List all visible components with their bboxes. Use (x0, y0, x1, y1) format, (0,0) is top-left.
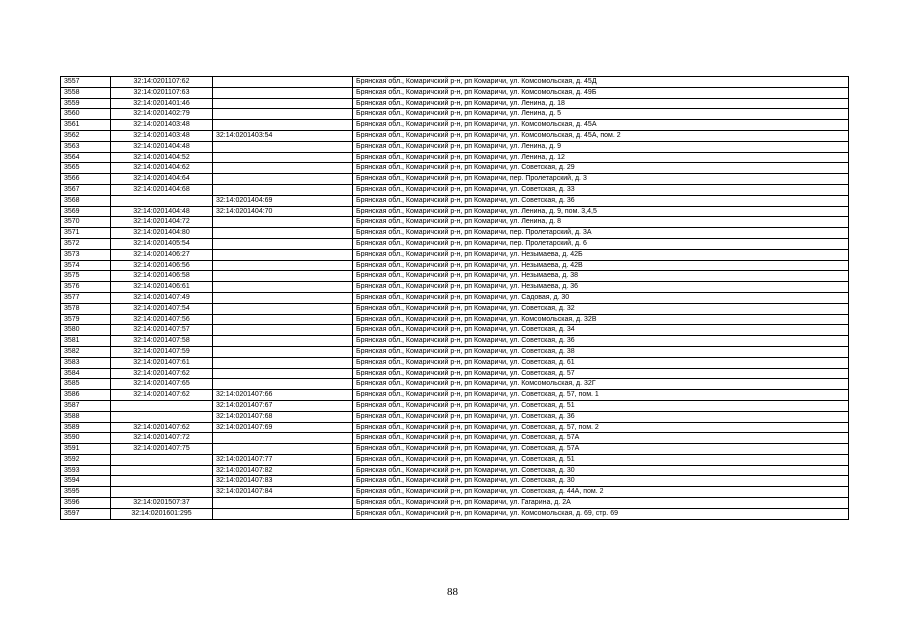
related-cadastral-number-cell (213, 433, 353, 444)
table-row (61, 109, 849, 120)
cadastral-number-cell: 32:14:0201406:27 (111, 249, 213, 260)
related-cadastral-number-cell (213, 174, 353, 185)
address-cell: Брянская обл., Комаричский р-н, рп Комаричи, ул. Советская, д. 36 (353, 336, 849, 347)
table-row (61, 433, 849, 444)
table-row (61, 152, 849, 163)
related-cadastral-number-cell (213, 152, 353, 163)
row-number-cell: 3571 (61, 228, 111, 239)
table-row (61, 249, 849, 260)
related-cadastral-number-cell (213, 87, 353, 98)
row-number-cell: 3594 (61, 476, 111, 487)
table-row (61, 238, 849, 249)
address-cell: Брянская обл., Комаричский р-н, рп Комаричи, ул. Советская, д. 29 (353, 163, 849, 174)
row-number-cell: 3579 (61, 314, 111, 325)
cadastral-number-cell: 32:14:0201404:52 (111, 152, 213, 163)
table-row (61, 260, 849, 271)
table-body (61, 77, 849, 520)
table-row (61, 476, 849, 487)
address-cell: Брянская обл., Комаричский р-н, рп Комаричи, ул. Советская, д. 30 (353, 476, 849, 487)
cadastral-number-cell: 32:14:0201107:63 (111, 87, 213, 98)
related-cadastral-number-cell (213, 314, 353, 325)
table-row (61, 411, 849, 422)
row-number-cell: 3573 (61, 249, 111, 260)
related-cadastral-number-cell: 32:14:0201407:67 (213, 400, 353, 411)
related-cadastral-number-cell (213, 77, 353, 88)
cadastral-number-cell: 32:14:0201401:46 (111, 98, 213, 109)
address-cell: Брянская обл., Комаричский р-н, рп Комаричи, ул. Советская, д. 61 (353, 357, 849, 368)
address-cell: Брянская обл., Комаричский р-н, рп Комаричи, ул. Гагарина, д. 2А (353, 498, 849, 509)
cadastral-number-cell: 32:14:0201407:54 (111, 303, 213, 314)
address-cell: Брянская обл., Комаричский р-н, рп Комаричи, ул. Комсомольская, д. 49Б (353, 87, 849, 98)
related-cadastral-number-cell (213, 508, 353, 519)
table-row (61, 498, 849, 509)
address-cell: Брянская обл., Комаричский р-н, рп Комаричи, ул. Незымаева, д. 38 (353, 271, 849, 282)
address-cell: Брянская обл., Комаричский р-н, рп Комаричи, ул. Советская, д. 30 (353, 465, 849, 476)
related-cadastral-number-cell (213, 303, 353, 314)
row-number-cell: 3572 (61, 238, 111, 249)
related-cadastral-number-cell (213, 109, 353, 120)
cadastral-number-cell: 32:14:0201404:62 (111, 163, 213, 174)
address-cell: Брянская обл., Комаричский р-н, рп Комаричи, пер. Пролетарский, д. 6 (353, 238, 849, 249)
address-cell: Брянская обл., Комаричский р-н, рп Комаричи, ул. Незымаева, д. 42Б (353, 249, 849, 260)
cadastral-number-cell: 32:14:0201407:56 (111, 314, 213, 325)
related-cadastral-number-cell (213, 238, 353, 249)
related-cadastral-number-cell: 32:14:0201407:82 (213, 465, 353, 476)
address-cell: Брянская обл., Комаричский р-н, рп Комаричи, ул. Комсомольская, д. 45Д (353, 77, 849, 88)
related-cadastral-number-cell (213, 271, 353, 282)
related-cadastral-number-cell (213, 444, 353, 455)
address-cell: Брянская обл., Комаричский р-н, рп Комаричи, ул. Советская, д. 57, пом. 2 (353, 422, 849, 433)
address-cell: Брянская обл., Комаричский р-н, рп Комаричи, ул. Незымаева, д. 36 (353, 282, 849, 293)
row-number-cell: 3567 (61, 184, 111, 195)
address-cell: Брянская обл., Комаричский р-н, рп Комаричи, ул. Комсомольская, д. 45А (353, 120, 849, 131)
row-number-cell: 3559 (61, 98, 111, 109)
table-row (61, 271, 849, 282)
row-number-cell: 3566 (61, 174, 111, 185)
related-cadastral-number-cell (213, 141, 353, 152)
related-cadastral-number-cell (213, 120, 353, 131)
table-row (61, 195, 849, 206)
related-cadastral-number-cell (213, 346, 353, 357)
row-number-cell: 3576 (61, 282, 111, 293)
address-cell: Брянская обл., Комаричский р-н, рп Комаричи, ул. Ленина, д. 8 (353, 217, 849, 228)
row-number-cell: 3595 (61, 487, 111, 498)
table-row (61, 130, 849, 141)
table-row (61, 98, 849, 109)
related-cadastral-number-cell (213, 498, 353, 509)
row-number-cell: 3561 (61, 120, 111, 131)
table-row (61, 228, 849, 239)
cadastral-number-cell: 32:14:0201406:56 (111, 260, 213, 271)
related-cadastral-number-cell: 32:14:0201404:70 (213, 206, 353, 217)
table-row (61, 379, 849, 390)
cadastral-number-cell: 32:14:0201403:48 (111, 130, 213, 141)
row-number-cell: 3597 (61, 508, 111, 519)
cadastral-number-cell: 32:14:0201407:49 (111, 292, 213, 303)
address-cell: Брянская обл., Комаричский р-н, рп Комаричи, ул. Советская, д. 34 (353, 325, 849, 336)
row-number-cell: 3562 (61, 130, 111, 141)
table-row (61, 508, 849, 519)
address-cell: Брянская обл., Комаричский р-н, рп Комаричи, ул. Советская, д. 57 (353, 368, 849, 379)
cadastral-number-cell: 32:14:0201407:59 (111, 346, 213, 357)
cadastral-number-cell: 32:14:0201507:37 (111, 498, 213, 509)
table-row (61, 87, 849, 98)
cadastral-number-cell: 32:14:0201107:62 (111, 77, 213, 88)
address-cell: Брянская обл., Комаричский р-н, рп Комаричи, пер. Пролетарский, д. 3 (353, 174, 849, 185)
row-number-cell: 3584 (61, 368, 111, 379)
cadastral-number-cell (111, 195, 213, 206)
row-number-cell: 3583 (61, 357, 111, 368)
row-number-cell: 3593 (61, 465, 111, 476)
related-cadastral-number-cell (213, 163, 353, 174)
table-row (61, 184, 849, 195)
table-row (61, 400, 849, 411)
table-row (61, 422, 849, 433)
table-row (61, 282, 849, 293)
cadastral-number-cell: 32:14:0201403:48 (111, 120, 213, 131)
cadastral-number-cell: 32:14:0201405:54 (111, 238, 213, 249)
address-cell: Брянская обл., Комаричский р-н, рп Комаричи, ул. Советская, д. 33 (353, 184, 849, 195)
cadastral-number-cell: 32:14:0201407:72 (111, 433, 213, 444)
row-number-cell: 3578 (61, 303, 111, 314)
row-number-cell: 3580 (61, 325, 111, 336)
row-number-cell: 3591 (61, 444, 111, 455)
page-number: 88 (447, 586, 458, 598)
cadastral-registry-table (60, 76, 849, 520)
related-cadastral-number-cell (213, 336, 353, 347)
table-row (61, 444, 849, 455)
related-cadastral-number-cell (213, 282, 353, 293)
cadastral-number-cell: 32:14:0201402:79 (111, 109, 213, 120)
cadastral-number-cell (111, 487, 213, 498)
cadastral-number-cell (111, 465, 213, 476)
table-row (61, 77, 849, 88)
address-cell: Брянская обл., Комаричский р-н, рп Комаричи, ул. Комсомольская, д. 32Г (353, 379, 849, 390)
related-cadastral-number-cell (213, 368, 353, 379)
address-cell: Брянская обл., Комаричский р-н, рп Комаричи, ул. Советская, д. 57, пом. 1 (353, 390, 849, 401)
table-row (61, 163, 849, 174)
row-number-cell: 3588 (61, 411, 111, 422)
related-cadastral-number-cell (213, 217, 353, 228)
row-number-cell: 3589 (61, 422, 111, 433)
table-row (61, 314, 849, 325)
address-cell: Брянская обл., Комаричский р-н, рп Комаричи, пер. Пролетарский, д. 3А (353, 228, 849, 239)
related-cadastral-number-cell: 32:14:0201407:69 (213, 422, 353, 433)
related-cadastral-number-cell (213, 325, 353, 336)
related-cadastral-number-cell: 32:14:0201407:68 (213, 411, 353, 422)
cadastral-number-cell: 32:14:0201404:72 (111, 217, 213, 228)
table-row (61, 454, 849, 465)
address-cell: Брянская обл., Комаричский р-н, рп Комаричи, ул. Советская, д. 44А, пом. 2 (353, 487, 849, 498)
table-row (61, 174, 849, 185)
cadastral-number-cell (111, 400, 213, 411)
row-number-cell: 3596 (61, 498, 111, 509)
related-cadastral-number-cell: 32:14:0201407:66 (213, 390, 353, 401)
row-number-cell: 3581 (61, 336, 111, 347)
cadastral-number-cell: 32:14:0201404:48 (111, 206, 213, 217)
table-row (61, 336, 849, 347)
table-row (61, 325, 849, 336)
related-cadastral-number-cell (213, 260, 353, 271)
address-cell: Брянская обл., Комаричский р-н, рп Комаричи, ул. Ленина, д. 5 (353, 109, 849, 120)
cadastral-number-cell: 32:14:0201404:80 (111, 228, 213, 239)
address-cell: Брянская обл., Комаричский р-н, рп Комаричи, ул. Комсомольская, д. 69, стр. 69 (353, 508, 849, 519)
cadastral-number-cell: 32:14:0201407:58 (111, 336, 213, 347)
address-cell: Брянская обл., Комаричский р-н, рп Комаричи, ул. Советская, д. 51 (353, 454, 849, 465)
address-cell: Брянская обл., Комаричский р-н, рп Комаричи, ул. Советская, д. 32 (353, 303, 849, 314)
address-cell: Брянская обл., Комаричский р-н, рп Комаричи, ул. Комсомольская, д. 45А, пом. 2 (353, 130, 849, 141)
row-number-cell: 3592 (61, 454, 111, 465)
table-row (61, 217, 849, 228)
related-cadastral-number-cell: 32:14:0201403:54 (213, 130, 353, 141)
table-row (61, 141, 849, 152)
cadastral-number-cell: 32:14:0201404:68 (111, 184, 213, 195)
row-number-cell: 3574 (61, 260, 111, 271)
cadastral-number-cell: 32:14:0201407:62 (111, 390, 213, 401)
related-cadastral-number-cell (213, 379, 353, 390)
address-cell: Брянская обл., Комаричский р-н, рп Комаричи, ул. Комсомольская, д. 32В (353, 314, 849, 325)
row-number-cell: 3568 (61, 195, 111, 206)
address-cell: Брянская обл., Комаричский р-н, рп Комаричи, ул. Советская, д. 36 (353, 195, 849, 206)
cadastral-number-cell: 32:14:0201407:65 (111, 379, 213, 390)
related-cadastral-number-cell (213, 98, 353, 109)
related-cadastral-number-cell: 32:14:0201404:69 (213, 195, 353, 206)
row-number-cell: 3582 (61, 346, 111, 357)
row-number-cell: 3558 (61, 87, 111, 98)
table-row (61, 303, 849, 314)
related-cadastral-number-cell: 32:14:0201407:84 (213, 487, 353, 498)
cadastral-number-cell: 32:14:0201407:61 (111, 357, 213, 368)
address-cell: Брянская обл., Комаричский р-н, рп Комаричи, ул. Садовая, д. 30 (353, 292, 849, 303)
row-number-cell: 3590 (61, 433, 111, 444)
address-cell: Брянская обл., Комаричский р-н, рп Комаричи, ул. Советская, д. 51 (353, 400, 849, 411)
cadastral-number-cell: 32:14:0201407:62 (111, 368, 213, 379)
table-row (61, 357, 849, 368)
row-number-cell: 3577 (61, 292, 111, 303)
cadastral-number-cell (111, 411, 213, 422)
row-number-cell: 3557 (61, 77, 111, 88)
cadastral-number-cell: 32:14:0201601:295 (111, 508, 213, 519)
row-number-cell: 3570 (61, 217, 111, 228)
cadastral-number-cell: 32:14:0201407:62 (111, 422, 213, 433)
cadastral-number-cell: 32:14:0201406:61 (111, 282, 213, 293)
address-cell: Брянская обл., Комаричский р-н, рп Комаричи, ул. Советская, д. 36 (353, 411, 849, 422)
address-cell: Брянская обл., Комаричский р-н, рп Комаричи, ул. Советская, д. 57А (353, 444, 849, 455)
related-cadastral-number-cell: 32:14:0201407:83 (213, 476, 353, 487)
related-cadastral-number-cell (213, 292, 353, 303)
cadastral-number-cell (111, 454, 213, 465)
address-cell: Брянская обл., Комаричский р-н, рп Комаричи, ул. Ленина, д. 9 (353, 141, 849, 152)
table-row (61, 487, 849, 498)
address-cell: Брянская обл., Комаричский р-н, рп Комаричи, ул. Советская, д. 57А (353, 433, 849, 444)
table-row (61, 346, 849, 357)
row-number-cell: 3569 (61, 206, 111, 217)
row-number-cell: 3575 (61, 271, 111, 282)
related-cadastral-number-cell (213, 249, 353, 260)
row-number-cell: 3565 (61, 163, 111, 174)
row-number-cell: 3587 (61, 400, 111, 411)
row-number-cell: 3560 (61, 109, 111, 120)
row-number-cell: 3563 (61, 141, 111, 152)
table-row (61, 368, 849, 379)
cadastral-number-cell: 32:14:0201404:48 (111, 141, 213, 152)
table-row (61, 120, 849, 131)
row-number-cell: 3586 (61, 390, 111, 401)
address-cell: Брянская обл., Комаричский р-н, рп Комаричи, ул. Ленина, д. 12 (353, 152, 849, 163)
cadastral-number-cell: 32:14:0201406:58 (111, 271, 213, 282)
address-cell: Брянская обл., Комаричский р-н, рп Комаричи, ул. Ленина, д. 9, пом. 3,4,5 (353, 206, 849, 217)
address-cell: Брянская обл., Комаричский р-н, рп Комаричи, ул. Незымаева, д. 42В (353, 260, 849, 271)
row-number-cell: 3585 (61, 379, 111, 390)
related-cadastral-number-cell (213, 228, 353, 239)
cadastral-number-cell: 32:14:0201407:57 (111, 325, 213, 336)
table-row (61, 292, 849, 303)
related-cadastral-number-cell: 32:14:0201407:77 (213, 454, 353, 465)
cadastral-number-cell (111, 476, 213, 487)
cadastral-number-cell: 32:14:0201407:75 (111, 444, 213, 455)
address-cell: Брянская обл., Комаричский р-н, рп Комаричи, ул. Советская, д. 38 (353, 346, 849, 357)
table-row (61, 465, 849, 476)
row-number-cell: 3564 (61, 152, 111, 163)
cadastral-number-cell: 32:14:0201404:64 (111, 174, 213, 185)
table-row (61, 206, 849, 217)
related-cadastral-number-cell (213, 357, 353, 368)
related-cadastral-number-cell (213, 184, 353, 195)
table-row (61, 390, 849, 401)
address-cell: Брянская обл., Комаричский р-н, рп Комаричи, ул. Ленина, д. 18 (353, 98, 849, 109)
